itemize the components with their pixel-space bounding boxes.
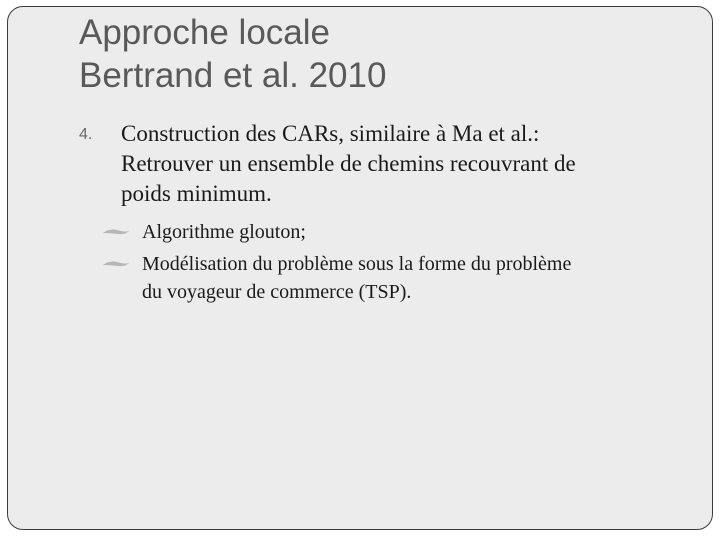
item-text-line-1: Construction des CARs, similaire à Ma et al.: xyxy=(121,121,540,146)
bullet-text-line-2: du voyageur de commerce (TSP). xyxy=(142,281,412,303)
swoosh-bullet-icon xyxy=(102,259,130,271)
item-text xyxy=(121,119,661,209)
bullet-text-line-1: Modélisation du problème sous la forme du problème xyxy=(142,253,572,275)
slide-title xyxy=(79,11,386,97)
slide-title-line-1: Approche locale xyxy=(79,13,330,52)
item-number: 4. xyxy=(79,126,93,143)
bullet-text xyxy=(142,218,672,246)
swoosh-bullet-icon xyxy=(102,227,130,239)
bullet-text-line-1: Algorithme glouton; xyxy=(142,221,306,243)
item-text-line-2: Retrouver un ensemble de chemins recouvrant de xyxy=(121,151,576,176)
item-text-line-3: poids minimum. xyxy=(121,181,272,206)
slide-title-line-2: Bertrand et al. 2010 xyxy=(79,56,387,95)
bullet-text xyxy=(142,250,672,306)
